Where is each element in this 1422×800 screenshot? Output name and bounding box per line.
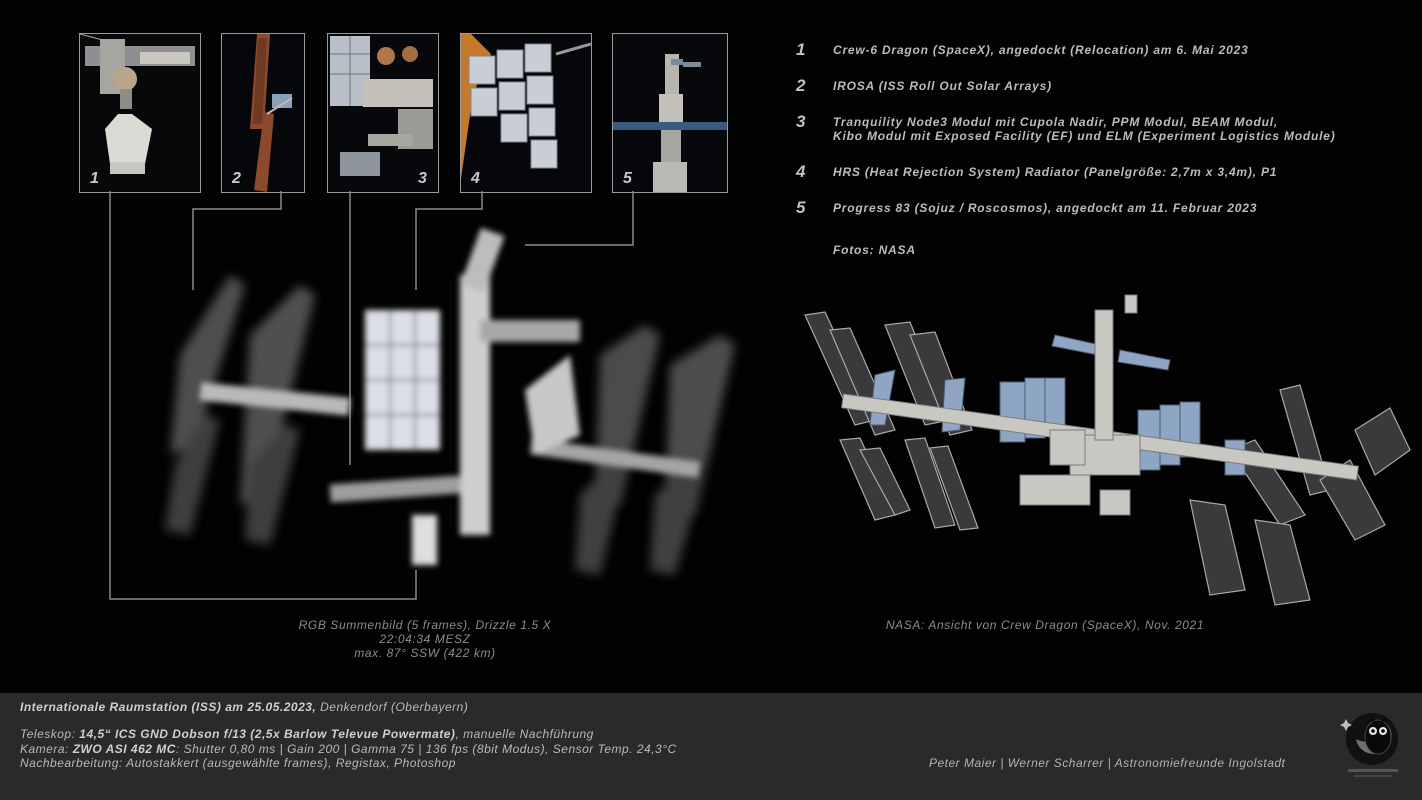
telescope-rest: , manuelle Nachführung [455,727,594,741]
iss-nasa-image [800,290,1420,610]
nasa-caption: NASA: Ansicht von Crew Dragon (SpaceX), Nov. 2021 [885,618,1205,632]
owl-logo-icon [1338,701,1408,789]
camera-rest: : Shutter 0,80 ms | Gain 200 | Gamma 75 | 136 fps (8bit Modus), Sensor Temp. 24,3°C [175,742,677,756]
camera-bold: ZWO ASI 462 MC [72,742,176,756]
telescope-label: Teleskop: [20,727,80,741]
legend-text-line2: Kibo Modul mit Exposed Facility (EF) und ELM (Experiment Logistics Module) [833,129,1336,143]
footer-telescope [20,727,594,741]
footer-camera [20,742,677,756]
iss-telescope-image [150,215,750,600]
inset-number: 4 [471,170,480,187]
caption-line: RGB Summenbild (5 frames), Drizzle 1.5 X [298,618,552,632]
inset-number: 5 [623,170,632,187]
legend-text: IROSA (ISS Roll Out Solar Arrays) [833,79,1052,93]
legend-text: Tranquility Node3 Modul mit Cupola Nadir, PPM Modul, BEAM Modul, [833,115,1278,129]
inset-number: 2 [232,170,241,187]
legend-number: 5 [796,198,806,217]
footer-title-rest: Denkendorf (Oberbayern) [316,700,469,714]
footer-authors: Peter Maier | Werner Scharrer | Astronomiefreunde Ingolstadt [929,756,1286,770]
legend-text: Progress 83 (Sojuz / Roscosmos), angedockt am 11. Februar 2023 [833,201,1258,215]
telescope-caption [240,618,610,660]
caption-line: max. 87° SSW (422 km) [354,646,496,660]
inset-number: 1 [90,170,99,187]
camera-label: Kamera: [20,742,73,756]
footer-title-bold: Internationale Raumstation (ISS) am 25.05.2023, [20,700,317,714]
legend-number: 3 [796,112,806,131]
telescope-bold: 14,5“ ICS GND Dobson f/13 (2,5x Barlow Televue Powermate) [79,727,456,741]
footer [0,693,1422,800]
photo-credit: Fotos: NASA [833,243,916,257]
legend-number: 4 [796,162,806,181]
legend-text: Crew-6 Dragon (SpaceX), angedockt (Relocation) am 6. Mai 2023 [833,43,1249,57]
footer-title [20,700,468,714]
caption-line: 22:04:34 MESZ [379,632,471,646]
legend-number: 1 [796,40,806,59]
legend-text: HRS (Heat Rejection System) Radiator (Panelgröße: 2,7m x 3,4m), P1 [833,165,1278,179]
inset-number: 3 [418,170,427,187]
legend-number: 2 [796,76,806,95]
footer-processing: Nachbearbeitung: Autostakkert (ausgewählte frames), Registax, Photoshop [20,756,456,770]
